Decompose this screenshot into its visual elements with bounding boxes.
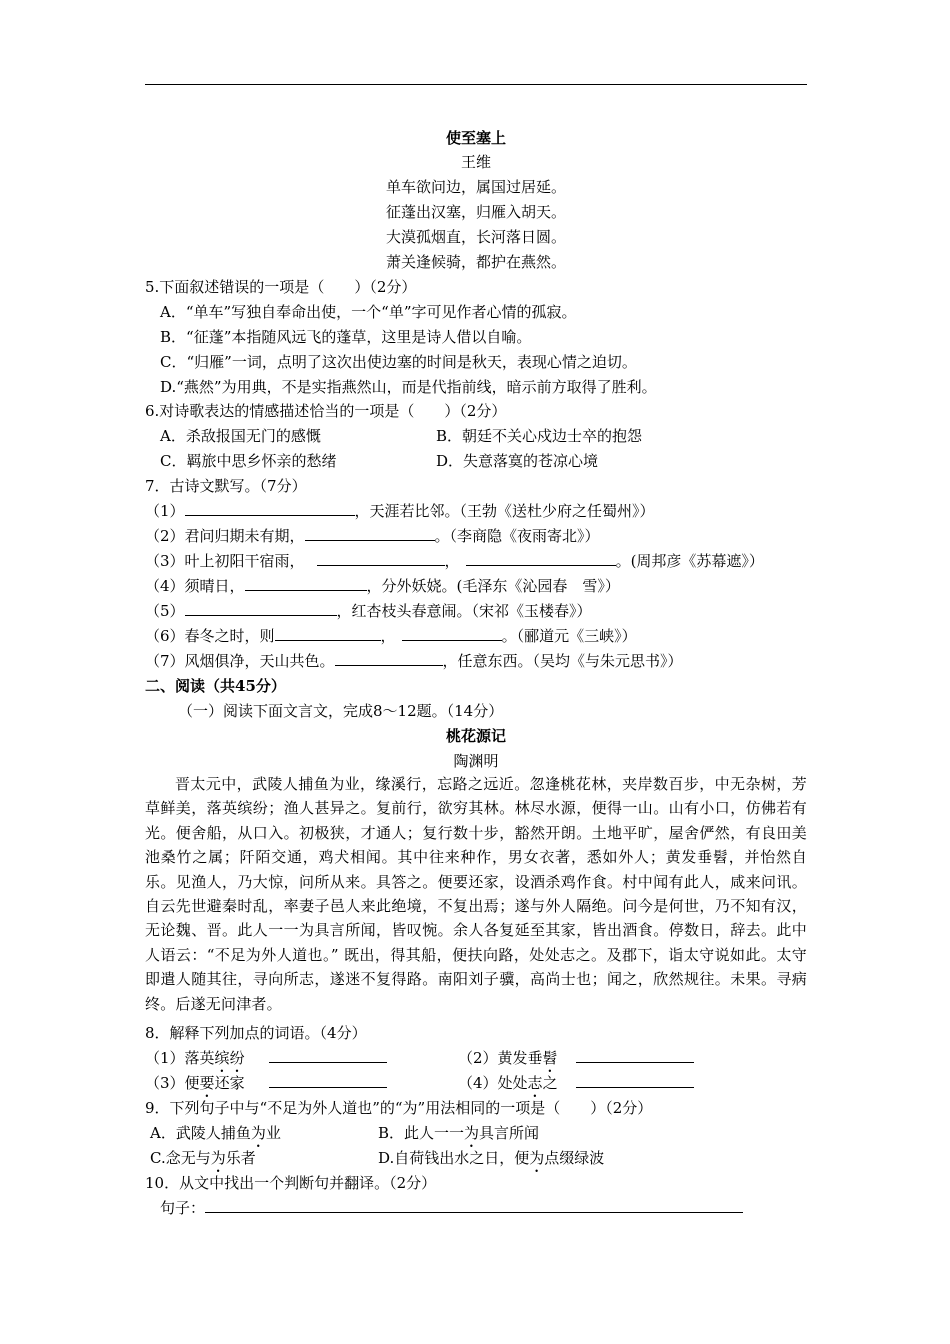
q9-option-a: [150, 1123, 281, 1151]
q7-item-5: [145, 601, 592, 621]
answer-blank[interactable]: [305, 526, 435, 541]
item-text: ，分外妖娆。(毛泽东《沁园春 雪》）: [366, 577, 620, 595]
answer-blank[interactable]: [576, 1048, 694, 1063]
poem-author: 王维: [460, 153, 491, 171]
answer-blank[interactable]: [269, 1073, 387, 1088]
item-text: （4）处处: [458, 1074, 528, 1092]
poem-title: 使至塞上: [445, 129, 506, 147]
item-text: （7）风烟俱净，天山共色。: [145, 652, 335, 670]
answer-blank[interactable]: [269, 1048, 387, 1063]
item-text: 具言所闻: [479, 1124, 540, 1142]
q7-item-3: [145, 551, 764, 571]
answer-blank[interactable]: [466, 551, 616, 566]
q6-option-c: C．羁旅中思乡怀亲的愁绪: [160, 452, 337, 470]
dotted-word: 为: [210, 1149, 226, 1167]
item-text: 点缀绿波: [544, 1149, 605, 1167]
answer-blank[interactable]: [335, 651, 443, 666]
q5-option-d: D.“燕然”为用典，不是实指燕然山，而是代指前线，暗示前方取得了胜利。: [160, 378, 657, 396]
q8-item-2: [458, 1048, 694, 1076]
poem-line: 萧关逢候骑，都护在燕然。: [385, 253, 566, 271]
q9-option-b: [378, 1123, 539, 1151]
item-text: 业: [265, 1124, 281, 1142]
item-text: A．武陵人捕鱼: [150, 1124, 251, 1142]
item-text: ，: [444, 552, 460, 570]
q8-stem: 8．解释下列加点的词语。（4分）: [145, 1024, 367, 1042]
item-text: （3）便: [145, 1074, 200, 1092]
q7-item-7: [145, 651, 683, 671]
q9-option-c: [150, 1148, 256, 1176]
item-text: （2）君问归期未有期，: [145, 527, 305, 545]
q10-answer-row: [160, 1198, 743, 1218]
poem-line: 征蓬出汉塞，归雁入胡天。: [385, 203, 566, 221]
dotted-word: 髫: [542, 1049, 558, 1067]
passage-author: 陶渊明: [453, 752, 499, 770]
q8-item-4: [458, 1073, 694, 1101]
answer-blank[interactable]: [205, 1198, 743, 1213]
dotted-word: 志: [527, 1074, 543, 1092]
answer-blank[interactable]: [402, 626, 502, 641]
q6-stem: 6.对诗歌表达的情感描述恰当的一项是（ ）（2分）: [145, 402, 507, 420]
item-text: B．此人一一: [378, 1124, 465, 1142]
item-text: 乐者: [225, 1149, 256, 1167]
item-text: 。（郦道元《三峡》）: [501, 627, 637, 645]
q5-option-b: B．“征蓬”本指随风远飞的蓬草，这里是诗人借以自喻。: [160, 328, 532, 346]
dotted-word: 纷: [229, 1049, 245, 1067]
item-text: C.念无与: [150, 1149, 211, 1167]
q6-option-d: D．失意落寞的苍凉心境: [436, 452, 599, 470]
dotted-word: 缤: [214, 1049, 230, 1067]
item-text: 。（李商隐《夜雨寄北》）: [434, 527, 600, 545]
passage-text: 晋太元中，武陵人捕鱼为业，缘溪行，忘路之远近。忽逢桃花林，夹岸数百步，中无杂树，芳草鲜美，落英缤纷；渔人甚异之。复前行，欲穷其林。林尽水源，便得一山。山有小口，仿佛若有光。便舍船，从口入。初极狭，才通人；复行数十步，豁然开朗。土地平旷，屋舍俨然，有良田美池桑竹之属；阡陌交通，鸡犬相闻。其中往来种作，男女衣著，悉如外人；黄发垂髫，并怡然自乐。见渔人，乃大惊，问所从来。具答之。便要还家，设酒杀鸡作食。村中闻有此人，咸来问讯。自云先世避秦时乱，率妻子邑人来此绝境，不复出焉；遂与外人隔绝。问今是何世，乃不知有汉，无论魏、晋。此人一一为具言所闻，皆叹惋。余人各复延至其家，皆出酒食。停数日，辞去。此中人语云：“不足为外人道也。” 既出，得其船，便扶向路，处处志之。及郡下，诣太守说如此。太守即遣人随其往，寻向所志，遂迷不复得路。南阳刘子骥，高尚士也；闻之，欣然规往。未果。寻病终。后遂无问津者。: [145, 775, 807, 1013]
q10-stem: 10．从文中找出一个判断句并翻译。（2分）: [145, 1174, 437, 1192]
q5-option-c: C．“归雁”一词，点明了这次出使边塞的时间是秋天，表现心情之迫切。: [160, 353, 637, 371]
item-number: （5）: [145, 602, 185, 620]
item-text: （2）黄发垂: [458, 1049, 543, 1067]
item-text: （6）春冬之时，则: [145, 627, 275, 645]
item-text: ，: [380, 627, 396, 645]
q7-stem: 7．古诗文默写。（7分）: [145, 477, 307, 495]
answer-label: 句子：: [160, 1199, 206, 1217]
answer-blank[interactable]: [185, 601, 337, 616]
dotted-word: 为: [529, 1149, 545, 1167]
answer-blank[interactable]: [185, 501, 355, 516]
answer-blank[interactable]: [317, 551, 445, 566]
item-text: （3）叶上初阳干宿雨，: [145, 552, 305, 570]
q5-stem: 5.下面叙述错误的一项是（ ）（2分）: [145, 278, 417, 296]
item-text: D.自荷钱出水之日，便: [378, 1149, 530, 1167]
item-text: （1）落英: [145, 1049, 215, 1067]
q7-item-6: [145, 626, 637, 646]
item-text: 之: [542, 1074, 558, 1092]
dotted-word: 为: [250, 1124, 266, 1142]
q9-option-d: [378, 1148, 604, 1176]
section-heading: 二、阅读（共45分）: [145, 677, 286, 695]
q5-option-a: A．“单车”写独自奉命出使，一个“单”字可见作者心情的孤寂。: [160, 303, 577, 321]
dotted-word: 为: [464, 1124, 480, 1142]
answer-blank[interactable]: [275, 626, 381, 641]
q9-stem: 9．下列句子中与“不足为外人道也”的“为”用法相同的一项是（ ）（2分）: [145, 1099, 653, 1117]
answer-blank[interactable]: [576, 1073, 694, 1088]
item-text: ，天涯若比邻。（王勃《送杜少府之任蜀州》）: [354, 502, 655, 520]
section-subheading: （一）阅读下面文言文，完成8～12题。（14分）: [178, 702, 504, 720]
item-text: ，任意东西。（吴均《与朱元思书》）: [442, 652, 683, 670]
q6-option-a: A．杀敌报国无门的感慨: [160, 427, 321, 445]
q7-item-2: [145, 526, 600, 546]
q7-item-1: [145, 501, 655, 521]
header-rule: [145, 84, 807, 85]
item-text: 还家: [214, 1074, 245, 1092]
item-text: （4）须晴日，: [145, 577, 245, 595]
answer-blank[interactable]: [245, 576, 367, 591]
q7-item-4: [145, 576, 620, 596]
passage-title: 桃花源记: [445, 727, 506, 745]
item-text: ，红杏枝头春意闹。（宋祁《玉楼春》）: [336, 602, 592, 620]
q8-item-3: [145, 1073, 387, 1101]
poem-line: 单车欲问边，属国过居延。: [385, 178, 566, 196]
dotted-word: 要: [199, 1074, 215, 1092]
item-text: 。(周邦彦《苏幕遮》）: [615, 552, 764, 570]
q8-item-1: [145, 1048, 387, 1076]
item-number: （1）: [145, 502, 185, 520]
poem-line: 大漠孤烟直，长河落日圆。: [385, 228, 566, 246]
q6-option-b: B．朝廷不关心戍边士卒的抱怨: [436, 427, 643, 445]
